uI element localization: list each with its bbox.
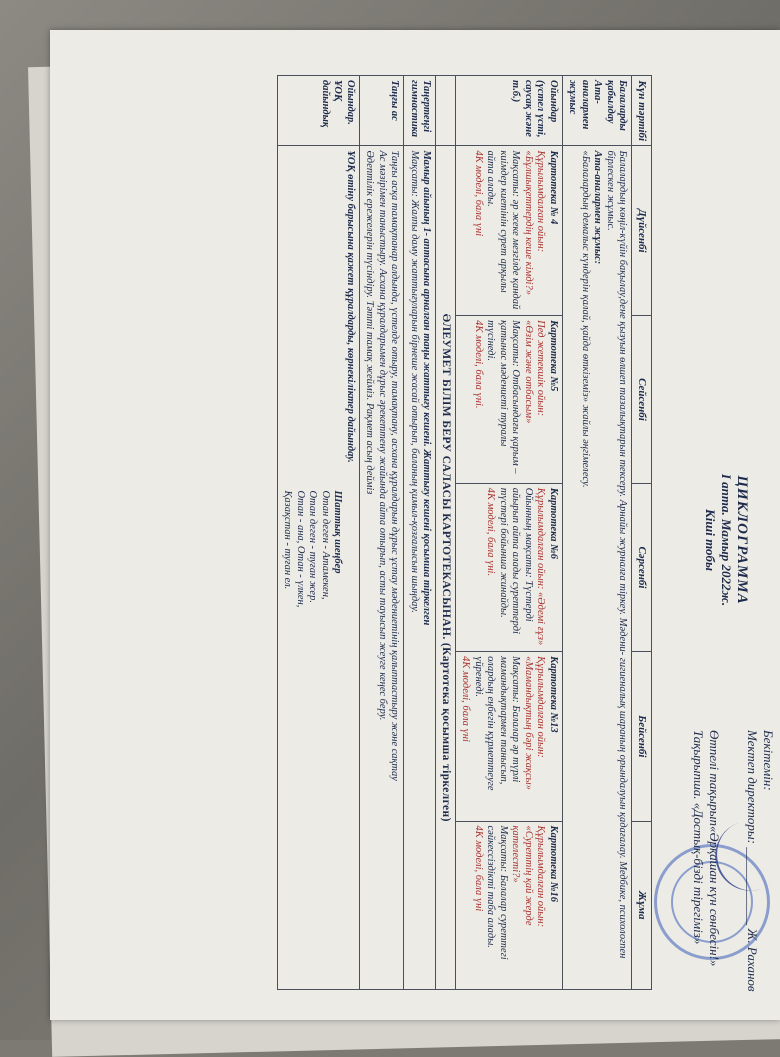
preparation-cell: [278, 146, 360, 990]
games-thursday: [456, 652, 563, 821]
song-title: Шаттық шеңбер: [332, 490, 344, 574]
theme-line-1: Өтпелі тақырып«Әрқашан күн сөнбесін!»: [707, 730, 722, 967]
card-number: Картотека №13: [548, 656, 559, 733]
cyclogram-table: [277, 75, 652, 990]
song-line-2: Отан деген - туған жер.: [307, 490, 319, 603]
card-number: Картотека № 4: [548, 150, 559, 225]
document-date: I апта. Мамыр 2022ж.: [719, 473, 734, 607]
game-goal: Мақсаты: Балалар әр түрлі мамандықтармен танысып, олардың еңбегін құрметтеуге үйренеді.: [473, 656, 522, 791]
row-label-preparation: Ойындар. ҰОҚ дайындық: [278, 76, 360, 146]
game-model: 4К моделі, бала үні: [473, 825, 484, 912]
breakfast-line-2: Ас мәзірімен таныстыру. Асхана құралдарымен дұрыс әрекеттену жайында айта отырып, асты тауысып жеуге кеңес беру.: [377, 150, 388, 721]
theme-line-2: Тақырыпша. «Достық-бізді тірегіміз»: [691, 730, 706, 945]
game-type: Құрылымдалған ойын:: [535, 825, 547, 928]
col-header-monday: Дүйсенбі: [632, 146, 652, 316]
group-name: Кіші тобы: [703, 508, 718, 572]
gymnastics-text: Мамыр айының 1- аптасына арналған таңы жаттығу кешені. Жаттығу кешені қосымша тіркелген: [421, 150, 433, 626]
row-gymnastics: [404, 76, 436, 990]
song-line-1: Отан деген - Атамекен,: [320, 490, 331, 600]
reception-text: Балалардың көңіл-күйін бақылау,дене қызуын өлшеп тазалықтарын тексеру. Арнайы журналға тіркеу. Мәдени- гигиеналық шараның орындалуын қадағалау. Медбике, психологпен бірлескен жұмыс.: [605, 150, 629, 959]
document-title: ЦИКЛОГРАММА: [734, 475, 750, 605]
row-preparation: [278, 76, 360, 990]
card-number: Картотека №16: [548, 825, 559, 902]
preparation-text: ҰОҚ өтіну барысына қажет құралдарды, көрнекіліктер дайындау.: [345, 150, 356, 463]
game-name: «Суреттің қай жерде қателесті?»: [510, 825, 534, 926]
breakfast-cell: [360, 146, 405, 990]
approve-label: Бекітемін:: [761, 730, 776, 791]
col-header-thursday: Бейсенбі: [632, 652, 652, 821]
header-row: [632, 76, 652, 990]
game-goal: Мақсаты: әр жеке мезгілде қандай киімдер киетінін сурет арқылы айта алады.: [485, 150, 522, 310]
rotated-page: [50, 30, 780, 1020]
section-title: ӘЛЕУМЕТ БІЛІМ БЕРУ САЛАСЫ КАРТОТЕКАСЫНАН. (Картотека қосымша тіркелген): [436, 146, 456, 990]
games-friday: [456, 821, 563, 990]
game-model: 4К моделі, бала үні: [473, 150, 484, 237]
song-line-4: Қазақстан - туған ел.: [282, 490, 294, 590]
card-number: Картотека №6: [548, 487, 559, 559]
game-model: 4К моделі, бала үні.: [473, 320, 484, 409]
gymnastics-goal: Мақсаты: Жалпы даму жаттығуларын бірнеше жасай отырып, баланың қимыл-қозғалысын шыңдау.: [409, 150, 420, 613]
row-games: [456, 76, 563, 990]
game-type: Пед жетекшік ойын:: [535, 320, 547, 417]
games-monday: [456, 146, 563, 316]
col-header-friday: Жұма: [632, 821, 652, 990]
breakfast-line-1: Таңғы асқа тамақтанар алдында, үстелде отыру, тамақтану, асхана құралдарын дұрыс ұстау мәдениетінің қалыптастыру және сақтау: [389, 150, 401, 781]
col-header-schedule: Күн тәртібі: [632, 76, 652, 146]
director-line: Мектеп директоры: ____________ Ж. Раханов: [745, 730, 760, 992]
row-reception: [563, 76, 633, 990]
game-goal: Ойынның мақсаты: Түстерді айырып айта алады суреттерді түстері бойынша жинайды.: [498, 487, 534, 634]
breakfast-line-3: Әдептілік ережелерін түсіндіру. Тәтті тамақ жейміз. Рақмет асың дейміз: [364, 150, 376, 495]
parents-work-text: «Балалардың демалыс күндерін қалай, қайда өткіземіз» жайлы әңгімелесу.: [580, 150, 591, 488]
game-name: «Мамандықтың бәрі жақсы»: [523, 656, 534, 790]
col-header-wednesday: Сәрсенбі: [632, 483, 652, 651]
document-sheet: [50, 30, 780, 1020]
row-section: [436, 76, 456, 990]
section-spacer: [436, 76, 456, 146]
game-goal: Мақсаты: Отбасындағы қарым – қатынас мәдениеті туралы түсінеді.: [485, 320, 522, 474]
games-tuesday: [456, 316, 563, 484]
card-number: Картотека №5: [548, 320, 559, 392]
game-goal: Мақсаты: Балалар суреттегі сәйкессіздікті таба алады.: [485, 825, 509, 960]
game-type: Құрылымдалған ойын: «Әдемі ғұз»: [535, 487, 547, 646]
game-name: «Бұлшықеттердің кеше кімді?»: [523, 150, 534, 295]
title-block: [702, 360, 750, 720]
song-line-3: Отан - ана, Отан - үлкен,: [295, 490, 306, 608]
approval-block: [690, 730, 776, 990]
row-label-reception: Балаларды қабылдау Ата-аналармен жұмыс: [563, 76, 633, 146]
game-name: «Өзім және отбасым»: [523, 320, 534, 424]
game-model: 4К моделі, бала үні.: [485, 487, 497, 577]
parents-work-label: Ата-аналармен жұмыс:: [592, 150, 604, 265]
gymnastics-cell: [404, 146, 436, 990]
col-header-tuesday: Сейсенбі: [632, 316, 652, 484]
games-wednesday: [456, 483, 563, 651]
game-type: Құрылымдалған ойын:: [535, 656, 547, 758]
row-breakfast: [360, 76, 405, 990]
row-label-breakfast: Таңғы ас: [360, 76, 405, 146]
row-label-games: Ойындар (үстел үсті, саусақ және т.б.): [456, 76, 563, 146]
game-type: Құрылымдалған ойын:: [535, 150, 547, 253]
row-label-gymnastics: Таңертеңгі гимнастика: [404, 76, 436, 146]
reception-cell: [563, 146, 633, 990]
game-model: 4К моделі, бала үні: [460, 656, 472, 742]
